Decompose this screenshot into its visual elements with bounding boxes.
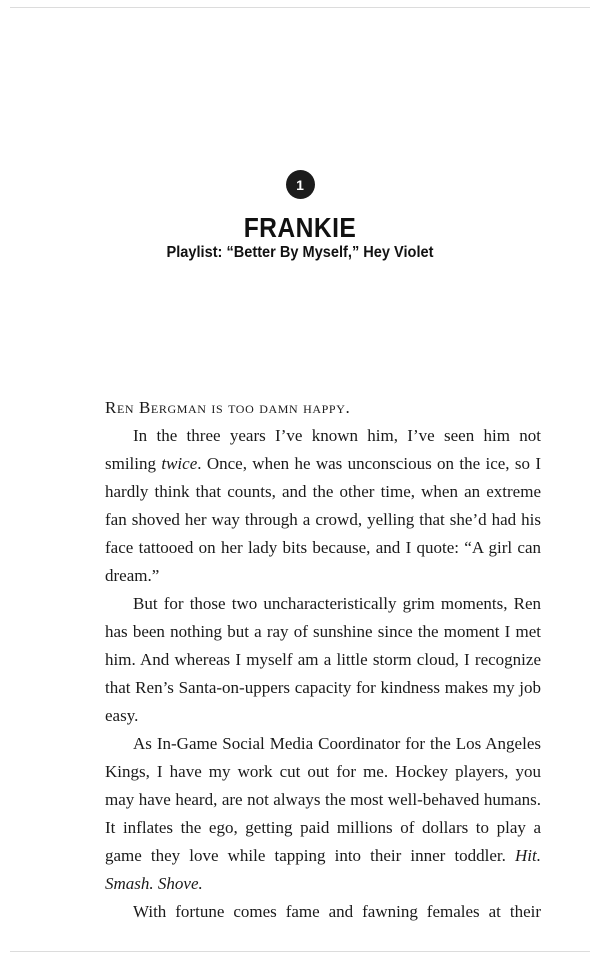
text-segment: Hit. Smash. Shove.: [105, 846, 541, 893]
playlist-subtitle: Playlist: “Better By Myself,” Hey Violet: [166, 244, 434, 261]
text-segment: But for those two uncharacteristically grim moments, Ren has been nothing but a ray of sunshine since the moment I met him. And whereas I myself am a little storm cloud, I recognize that Ren’s Santa-on-uppers capacity for kindness makes my job easy.: [105, 594, 541, 725]
body-text: [105, 394, 541, 926]
page-edge-bottom: [10, 951, 590, 952]
chapter-title: FRANKIE: [243, 212, 357, 243]
text-segment: twice: [161, 454, 198, 473]
text-segment: As In-Game Social Media Coordinator for the Los Angeles Kings, I have my work cut out for me. Hockey players, you may have heard, are not always the most well-behaved humans. It inflates the ego, getting paid millions of dollars to play a game they love while tapping into their inner toddler.: [105, 734, 541, 865]
paragraph: [105, 422, 541, 590]
chapter-number-badge: 1: [286, 170, 315, 199]
text-segment: Ren Bergman is too damn happy.: [105, 398, 351, 417]
paragraph: [105, 898, 541, 926]
paragraph: [105, 394, 541, 422]
paragraph: [105, 590, 541, 730]
text-segment: . Once, when he was unconscious on the ice, so I hardly think that counts, and the other time, when an extreme fan shoved her way through a crowd, yelling that she’d had his face tattooed on her lady bits because, and I quote: “A girl can dream.”: [105, 454, 542, 585]
text-segment: In the three years I’ve known him, I’ve seen him not smiling: [105, 426, 541, 473]
paragraph: [105, 730, 541, 898]
page-edge-top: [10, 7, 590, 8]
text-segment: With fortune comes fame and fawning females at their: [133, 902, 541, 921]
chapter-header: [0, 170, 600, 262]
